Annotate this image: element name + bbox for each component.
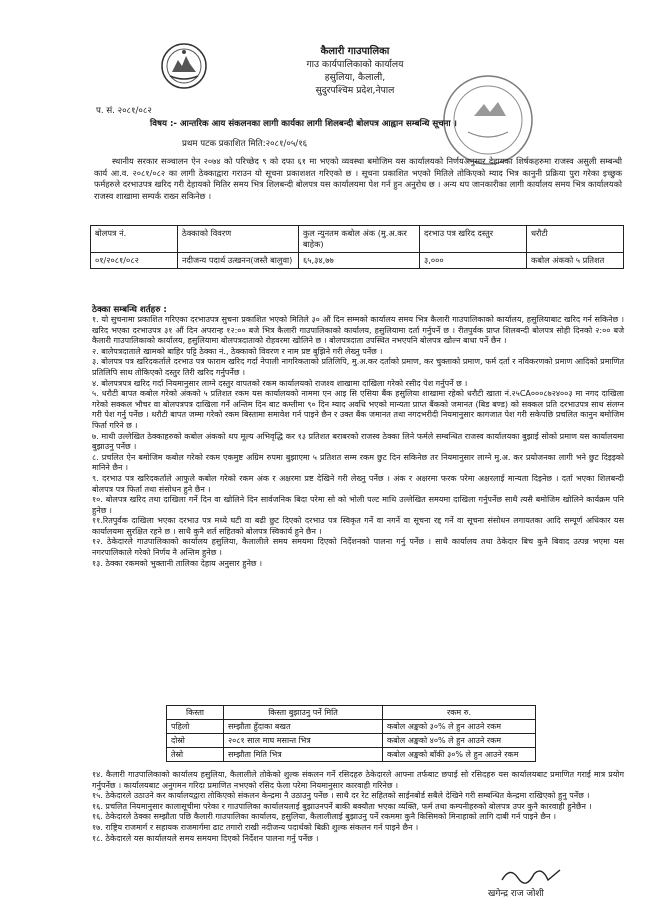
term-item: ८. प्रचलित ऐन बमोजिम कबोल गरेको रकम एकमुष्ट अग्रिम रुपमा बुझाएमा ५ प्रतिशत सम्म रकम छुट दिन सकिनेछ तर नियमानुसार लाग्ने मु.अ. कर प्रयोजनका लागी भने छुट दिइइको मानिने छैन । xyxy=(92,452,624,473)
term-item: १६. प्रचलित नियमानुसार कालासूचीमा परेका र गाउपालिका कार्यालयलाई बुझाउनपर्ने बाकी बक्यौता भएका व्यक्ति, फर्म तथा कम्पनीहरुको बोलपत्र उपर कुनै कारवाही हुनेछैन । xyxy=(92,801,592,811)
inst-col-amount: रकम रु. xyxy=(383,706,536,720)
term-item: १८. ठेकेदारले यस कार्यालयले समय समयमा दिएको निर्देशन पालना गर्नु पर्नेछ । xyxy=(92,833,319,843)
term-item: १७. राष्ट्रिय राजमार्ग र सहायक राजमार्गमा ढाट तगारो राखी नदीजन्य पदार्थको बिक्री शुल्क संकलन गर्न पाइने छैन । xyxy=(92,822,419,832)
bid-table xyxy=(90,225,624,269)
inst-date: सम्झौता मिति भित्र xyxy=(224,748,383,762)
bid-description: नदीजन्य पदार्थ उत्खनन(जस्तै बालुवा) xyxy=(178,253,299,269)
inst-amount: कबोल अङ्कको ४०% ले हुन आउने रकम xyxy=(383,734,536,748)
office-place: हसुलिया, कैलाली, xyxy=(324,72,386,83)
inst-amount: कबोल अङ्कको ३०% ले हुन आउने रकम xyxy=(383,720,536,734)
term-item: १६. ठेकेदारले ठेक्का सम्झौता पछि कैलारी गाउपालिका कार्यालय, हसुलिया, कैलालीलाई बुझाउनु पर्ने रकममा कुनै किसिमको मिनाहाको लागि दाबी गर्न पाइने छैन । xyxy=(92,812,557,822)
term-item: ५. धरौटी बापत कबोल गरेको अंकको ५ प्रतिशत रकम यस कार्यालयको नाममा एन आइ सि एसिया बैंक हसुलिया शाखामा रहेको धरौटी खाता नं.२५CA०००८७२४००३ मा नगद दाखिला गरेको सक्कल भौचर वा बोलपत्रपत्र दाखिला गर्ने अन्तिम दिन बाट कम्तीमा ९० दिन म्याद अवधि भएको मान्यता प्राप्त बैंकको जमानत (बिड बण्ड) को सक्कल प्रति दरभाउपत्र साथ संलग्न गरी पेश गर्नु पर्नेछ । धरौटी बापत जम्मा गरेको रकम बिस्तामा समावेश गर्न पाइने छैन र उक्त बैंक जमानत तथा नगदभरीदी नियमानुसार कागजात पेश गरी सकेपछि प्रचलित कानुन बमोजिम फिर्ता गरिने छ । xyxy=(92,389,624,430)
bid-col-number: बोलपत्र नं. xyxy=(91,226,178,253)
terms-heading: ठेक्का सम्बन्धि शर्तहरु : xyxy=(92,305,167,315)
intro-paragraph: स्थानीय सरकार सञ्चालन ऐन २०७४ को परिच्छेद ९ को दफा ६१ मा भएको व्यवस्था बमोजिम यस कार्यालयको निर्णयअनुसार देहायका शिर्षकहरुमा राजस्व असुली सम्बन्धी कार्य आ.व. २०८१/०८२ का लागी ठेक्काद्वारा गराउन यो सूचना प्रकाशशत गरिएको छ । सूचना प्रकाशित भएको मितिले तोकिएको म्याद भित्र कानुनी प्रक्रिया पुरा गरेका इच्छुक फर्महरुले दरभाउपत्र खरिद गरी देहायको मितिर समय भित्र शिलबन्दी बोलपत्र यस कार्यालयमा पेश गर्न हुन अनुरोध छ । अन्य थप जानकारीका लागी कार्यालय समय भित्र कार्यालयको राजस्व शाखामा सम्पर्क राख्न सकिनेछ । xyxy=(94,156,622,201)
reference-number: प. सं. २०८१/०८२ xyxy=(96,106,152,116)
letterhead xyxy=(240,45,470,97)
bid-number: ०१/२०८१/०८२ xyxy=(91,253,178,269)
term-item: १४. कैलारी गाउपालिकाको कार्यालय हसुलिया, कैलालीले तोकेको शुल्क संकलन गर्ने रसिदहरु ठेकेदारले आफ्ना तर्फबाट छपाई सो रसिदहरु यस कार्यालयबाट प्रमाणित गराई मात्र प्रयोग गर्नुपर्नेछ । कार्यालयबाट अनुगमन गरिदा प्रमाणित नभएको रसिद फेला परेमा नियमानुसार कारवाही गरिनेछ । xyxy=(92,770,624,790)
signatory-name: खगेन्द्र राज जोशी xyxy=(488,889,544,899)
term-item: १५. ठेकेदारले उठाउने कर कार्यालयद्वारा तोकिएको संकलन केन्द्रमा नै उठाउनु पर्नेछ । साथै दर रेट सहितको साईनबोर्ड सबैले देखिने गरी सम्बन्धित केन्द्रमा राखिएको हुनु पर्नेछ । xyxy=(92,791,590,801)
term-item: ११.रितपुर्वक दाखिला भएका दरभाउ पत्र मध्ये घटी वा बढी छुट दिएको दरभाउ पत्र स्विकृत गर्ने वा नगर्ने वा सूचना रद्द गर्ने वा सूचना संसोधन लगायतका आदि सम्पूर्ण अधिकार यस कार्यालयमा सुरक्षित रहने छ । साथै कुनै शर्त सहितको बोलपत्र स्विकार्य हुने छैन । xyxy=(92,516,624,536)
table-row xyxy=(167,720,536,734)
office-province: सुदुरपश्चिम प्रदेश,नेपाल xyxy=(315,85,395,96)
terms-list xyxy=(92,315,624,569)
bid-deposit: कबोल अंकको ५ प्रतिशत xyxy=(527,253,624,269)
term-item: १२. ठेकेदारले गाउपालिकाको कार्यालय हसुलिया, कैलालीले समय समयमा दिएको निर्देशनको पालना गर्नु पर्नेछ । साथै कार्यालय तथा ठेकेदार बिच कुनै बिवाद उत्पन्न भएमा यस नगरपालिकाले गरेको निर्णय नै अन्तिम हुनेछ । xyxy=(92,537,624,558)
term-item: ४. बोलपत्रपत्र खरिद गर्दा नियमानुसार लाग्ने दस्तुर वापतको रकम कार्यालयको राजश्व शाखामा दाखिला गरेको रसीद पेश गर्नुपर्ने छ । xyxy=(92,378,468,388)
signature-mark xyxy=(498,862,568,888)
inst-col-installment: किस्ता xyxy=(167,706,224,720)
term-item: १३. ठेक्का रकमको भुक्तानी तालिका देहाय अनुसार हुनेछ । xyxy=(92,558,263,568)
additional-terms xyxy=(92,770,624,844)
office-name: गाउ कार्यपालिकाको कार्यालय xyxy=(306,59,404,70)
inst-name: दोस्रो xyxy=(167,734,224,748)
inst-name: तेस्रो xyxy=(167,748,224,762)
bid-min-amount: ६५,३४,७७ xyxy=(299,253,420,269)
term-item: ७. माथी उल्लेखित ठेक्काहरुको कबोल अंकको थप मूल्य अभिवृद्धि कर १३ प्रतिशत बराबरको राजस्व ठेक्का लिने फर्मले सम्बन्धित राजस्व कार्यालयका बुझाई सोको प्रमाण यस कार्यालयमा बुझाउनु पर्नेछ । xyxy=(92,431,624,452)
bid-col-deposit: धरौटी xyxy=(527,226,624,253)
term-item: ३. बोलपत्र पत्र खरिदकर्ताले दरभाउ पत्र फाराम खरिद गर्दा नेपाली नागरिकताको प्रतिलिपि, मु.अ.कर दर्ताको प्रमाण, कर चुक्ताको प्रमाण, फर्म दर्ता र नविकरणको प्रमाण आदिको प्रमाणित प्रतिलिपि साथ तोकिएको दस्तुर तिरी खरिद गर्नुपर्नेछ । xyxy=(92,357,624,377)
term-item: ९. दरभाउ पत्र खरिदकर्ताले आफुले कबोल गरेको रकम अंक र अक्षरमा प्रष्ट देखिने गरी लेख्नु पर्नेछ । अंक र अक्षरमा फरक परेमा अक्षरलाई मान्यता दिइनेछ । दर्ता भएका शिलबन्दी बोलपत्र पत्र फिर्ता तथा संसोधन हुने छैन । xyxy=(92,473,624,494)
installment-table xyxy=(166,705,536,762)
installment-header xyxy=(167,706,536,720)
term-item: १०. बोलपत्र खरिद तथा दाखिला गर्ने दिन वा खोलिने दिन सार्वजनिक बिदा परेमा सो को भोली पल्ट माथि उल्लेखित समयमा दाखिला गर्नुपर्नेछ साथै त्यसै बमोजिम खोलिने कार्यक्रम पनि हुनेछ । xyxy=(92,495,624,515)
bid-col-min-amount: कुल न्युनतम कबोल अंक (मु.अ.कर बाहेक) xyxy=(299,226,420,253)
table-row xyxy=(167,748,536,762)
bid-col-description: ठेक्काको विवरण xyxy=(178,226,299,253)
inst-date: २०८१ साल माघ मसान्त भित्र xyxy=(224,734,383,748)
term-item: १. यो सुचनामा प्रकाशित गरिएका दरभाउपत्र सुचना प्रकाशित भएको मितिले ३० औं दिन सम्मको कार्यालय समय भित्र कैलारी गाउपालिकाको कार्यालय, हसुलियाबाट खरिद गर्न सकिनेछ । खरिद भएका दरभाउपत्र ३१ औं दिन अपरान्ह १२:०० बजे भित्र कैलारी गाउपालिकाको कार्यालय, हसुलियामा दर्ता गर्नुपर्ने छ । रीतपुर्वक प्राप्त शिलबन्दी बोलपत्र सोही दिनको २:०० बजे कैलारी गाउपालिकाको कार्यालय, हसुलियामा बोलपत्रदाताको रोहवरमा खोलिने छ । बोलपत्रदाता उपस्थित नभएपनि बोलपत्र खोल्न बाधा पर्ने छैन । xyxy=(92,315,624,346)
bid-fee: ३,००० xyxy=(420,253,527,269)
inst-date: सम्झौता हुँदाका बखत xyxy=(224,720,383,734)
table-row xyxy=(91,253,624,269)
published-date: प्रथम पटक प्रकाशित मिति:२०८१/०५/१६ xyxy=(182,139,308,149)
bid-table-header xyxy=(91,226,624,253)
term-item: २. बालेपत्रदाताले खामको बाहिर पट्टि ठेक्का नं., ठेक्काको विवरण र नाम प्रष्ट बुझिने गरी लेख्नु पर्नेछ । xyxy=(92,346,383,356)
inst-name: पहिलो xyxy=(167,720,224,734)
org-name: कैलारी गाउपालिका xyxy=(320,46,390,57)
subject-line: विषय :- आन्तरिक आय संकलनका लागी कार्यका लागी शिलबन्दी बोलपत्र आह्वान सम्बन्धि सूचना । xyxy=(150,119,457,129)
nepal-emblem-icon xyxy=(160,42,208,90)
inst-amount: कबोल अङ्कको बाँकी ३०% ले हुन आउने रकम xyxy=(383,748,536,762)
inst-col-date: किस्ता बुझाउनु पर्ने मिति xyxy=(224,706,383,720)
table-row xyxy=(167,734,536,748)
bid-col-fee: दरभाउ पत्र खरिद दस्तुर xyxy=(420,226,527,253)
